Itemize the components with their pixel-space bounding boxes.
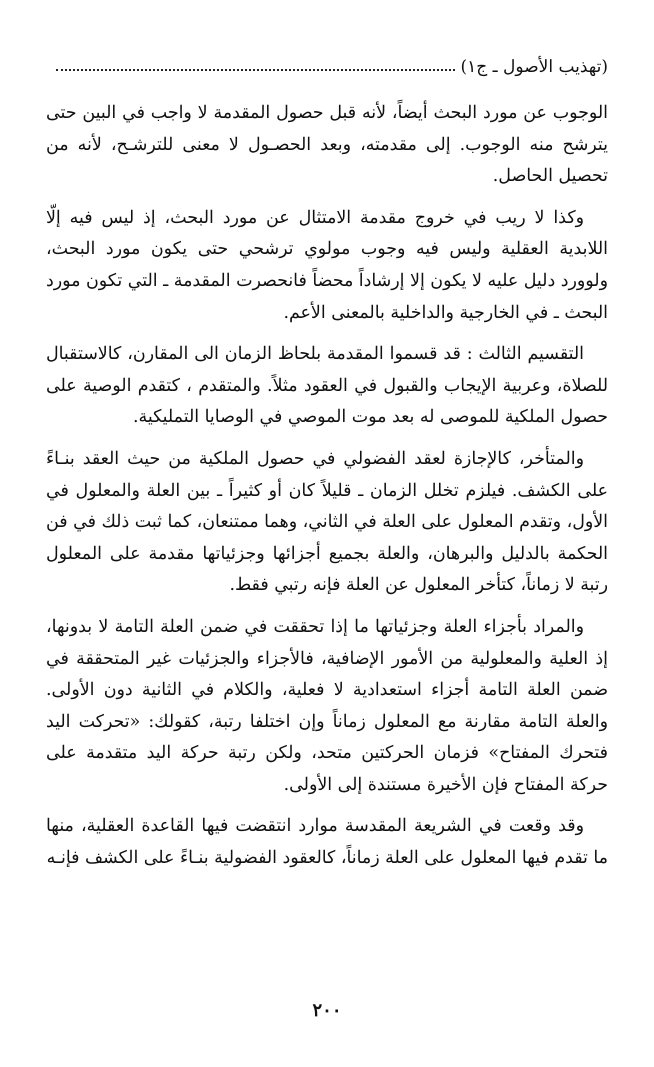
header-title: (تهذيب الأصول ـ ج١) [460, 57, 608, 77]
header-dotted-rule [56, 69, 455, 71]
body-text [46, 98, 608, 875]
page-number: ٢٠٠ [312, 1000, 342, 1021]
running-header [44, 54, 608, 80]
paragraph-5: والمراد بأجزاء العلة وجزئياتها ما إذا تحققت في ضمن العلة التامة لا بدونها، إذ العلية والمعلولية من الأمور الإضافية، فالأجزاء والجزئيات غير المتحققة في ضمن العلة التامة أجزاء استعدادية لا فعلية، والكلام في الثانية دون الأولى. والعلة التامة مقارنة مع المعلول زماناً وإن اختلفا رتبة، كقولك: «تحركت اليد فتحرك المفتاح» فزمان الحركتين متحد، ولكن رتبة حركة اليد متقدمة على حركة المفتاح فإن الأخيرة مستندة إلى الأولى. [46, 616, 608, 795]
paragraph-2: وكذا لا ريب في خروج مقدمة الامتثال عن مورد البحث، إذ ليس فيه إلّا اللابدية العقلية وليس فيه وجوب مولوي ترشحي حتى يكون مورد البحث، ولوورد دليل عليه لا يكون إلا إرشاداً محضاً فانحصرت المقدمة ـ التي تكون مورد البحث ـ في الخارجية والداخلية بالمعنى الأعم. [46, 207, 608, 323]
paragraph-6: وقد وقعت في الشريعة المقدسة موارد انتقضت فيها القاعدة العقلية، منها ما تقدم فيها المعلول على العلة زماناً، كالعقود الفضولية بنـاءً على الكشف فإنـه [46, 816, 608, 869]
paragraph-1: الوجوب عن مورد البحث أيضاً، لأنه قبل حصول المقدمة لا واجب في البين حتى يترشح منه الوجوب. إلى مقدمته، وبعد الحصـول لا معنى للترشـح، لأنه من تحصيل الحاصل. [46, 103, 608, 187]
paragraph-3: التقسيم الثالث : قد قسموا المقدمة بلحاظ الزمان الى المقارن، كالاستقبال للصلاة، وعربية الإيجاب والقبول في العقود مثلاً. والمتقدم ، كتقدم الوصية على حصول الملكية للموصى له بعد موت الموصي في الوصايا التمليكية. [46, 344, 608, 428]
paragraph-4: والمتأخر، كالإجازة لعقد الفضولي في حصول الملكية من حيث العقد بنـاءً على الكشف. فيلزم تخلل الزمان ـ قليلاً كان أو كثيراً ـ بين العلة والمعلول في الأول، وتقدم المعلول على العلة في الثاني، وهما ممتنعان، كما ثبت ذلك في فن الحكمة بالدليل والبرهان، والعلة بجميع أجزائها وجزئياتها مقدمة على المعلول رتبة لا زماناً، كتأخر المعلول عن العلة فإنه رتبي فقط. [46, 448, 608, 596]
